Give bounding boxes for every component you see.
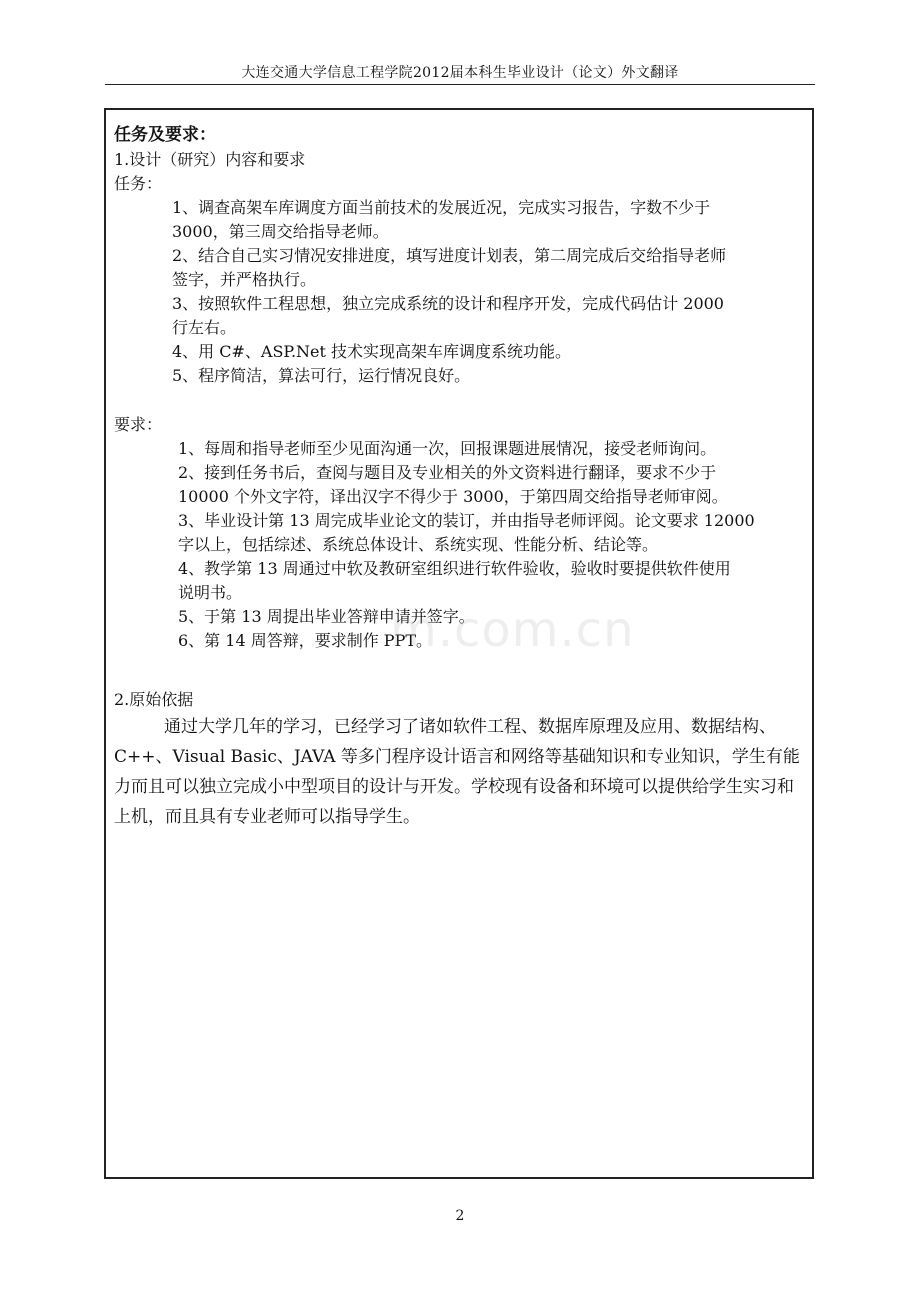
basis-paragraph: 通过大学几年的学习，已经学习了诸如软件工程、数据库原理及应用、数据结构、C++、Visual Basic、JAVA 等多门程序设计语言和网络等基础知识和专业知识，学生有能力而且可以独立完成小中型项目的设计与开发。学校现有设备和环境可以提供给学生实习和上机，而且具有专业老师可以指导学生。 [114,717,800,827]
requirement-line: 4、教学第 13 周通过中软及教研室组织进行软件验收，验收时要提供软件使用 [178,559,731,578]
task-list [114,196,806,388]
task-line: 2、结合自己实习情况安排进度，填写进度计划表，第二周完成后交给指导老师 [172,246,727,265]
header-rule [105,84,815,85]
requirement-line: 10000 个外文字符，译出汉字不得少于 3000，于第四周交给指导老师审阅。 [178,487,728,506]
requirement-line: 2、接到任务书后，查阅与题目及专业相关的外文资料进行翻译，要求不少于 [178,463,717,482]
requirement-line: 5、于第 13 周提出毕业答辩申请并签字。 [178,607,475,626]
design-heading: 1.设计（研究）内容和要求 [114,150,306,169]
page-number: 2 [455,1208,465,1224]
task-content [114,122,806,832]
requirement-line: 3、毕业设计第 13 周完成毕业论文的装订，并由指导老师评阅。论文要求 12000 [178,511,755,530]
task-line: 4、用 C#、ASP.Net 技术实现高架车库调度系统功能。 [172,342,572,361]
task-line: 3、按照软件工程思想，独立完成系统的设计和程序开发，完成代码估计 2000 [172,294,724,313]
requirement-line: 说明书。 [178,583,243,602]
task-line: 行左右。 [172,318,237,337]
requirement-line: 字以上，包括综述、系统总体设计、系统实现、性能分析、结论等。 [178,535,659,554]
task-line: 5、程序简洁，算法可行，运行情况良好。 [172,366,471,385]
task-line: 1、调查高架车库调度方面当前技术的发展近况，完成实习报告，字数不少于 [172,198,711,217]
watermark: m.com.cn [390,602,635,658]
page-header: 大连交通大学信息工程学院2012届本科生毕业设计（论文）外文翻译 [241,65,679,81]
task-line: 签字，并严格执行。 [172,270,317,289]
requirement-line: 1、每周和指导老师至少见面沟通一次，回报课题进展情况，接受老师询问。 [178,439,717,458]
basis-heading: 2.原始依据 [114,690,194,709]
section-title: 任务及要求： [114,125,216,145]
tasks-label: 任务： [114,174,163,193]
spacer [114,388,806,413]
requirement-line: 6、第 14 周答辩，要求制作 PPT。 [178,631,433,650]
spacer [114,653,806,688]
task-line: 3000，第三周交给指导老师。 [172,222,389,241]
requirements-label: 要求： [114,415,163,434]
